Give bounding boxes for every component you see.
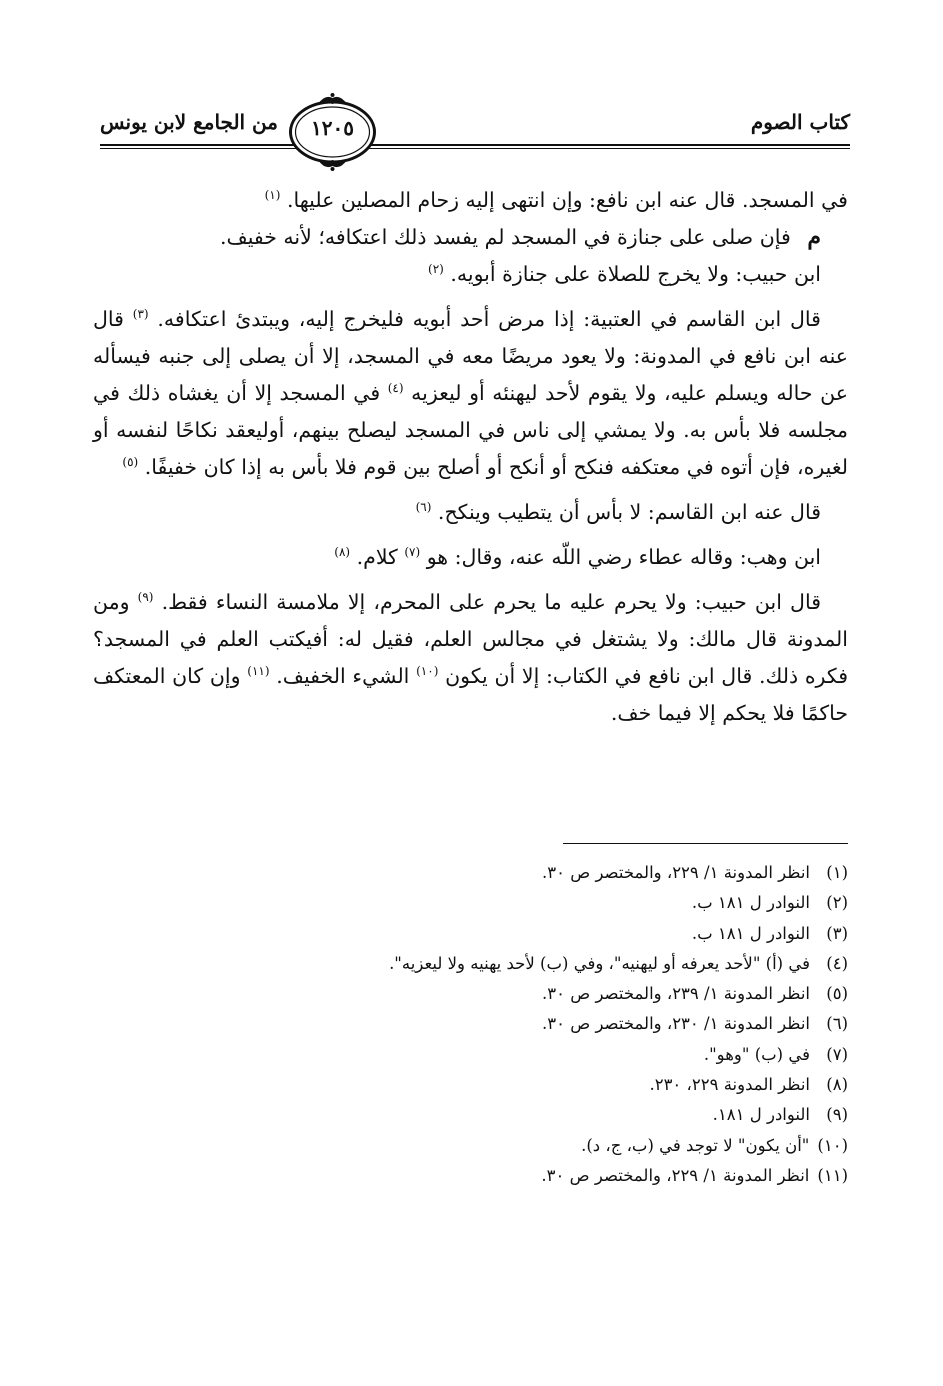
header-rule — [100, 144, 850, 146]
footnote-ref[interactable]: (٤) — [387, 381, 404, 396]
footnote-item — [148, 1040, 848, 1070]
footnote-text: في (أ) "لأحد يعرفه أو ليهنيه"، وفي (ب) لأحد يهنيه ولا ليعزيه". — [389, 953, 810, 973]
paragraph-text: وإن كان المعتكف حاكمًا فلا يحكم إلا فيما خف. — [93, 664, 848, 725]
footnote-number: (٩) — [826, 1105, 848, 1125]
footnote-text: "أن يكون" لا توجد في (ب، ج، د). — [581, 1135, 810, 1155]
main-text — [93, 182, 848, 732]
footnote-number: (١) — [826, 863, 848, 882]
paragraph-text: قال عنه ابن نافع في المدونة: ولا يعود مريضًا معه في المسجد، إلا أن يصلى إلى جنبه فيسأله عن حاله ويسلم عليه، ولا يقوم لأحد ليهنئه أو ليعزيه — [93, 307, 848, 405]
footnote-number: (٤) — [826, 953, 848, 973]
footnote-ref[interactable]: (٢) — [428, 262, 444, 277]
footnote-number: (٨) — [826, 1075, 848, 1095]
paragraph-text: في المسجد. قال عنه ابن نافع: وإن انتهى إليه زحام المصلين عليها. — [286, 188, 848, 212]
footnote-ref[interactable]: (١١) — [247, 664, 270, 679]
footnote-separator — [563, 843, 848, 844]
footnote-ref[interactable]: (٨) — [334, 545, 351, 560]
footnote-item — [148, 919, 848, 949]
footnote-text: انظر المدونة ٢٢٩، ٢٣٠. — [649, 1075, 810, 1095]
book-title: كتاب الصوم — [750, 110, 850, 134]
footnote-item — [148, 888, 848, 918]
footnote-ref[interactable]: (٣) — [132, 307, 149, 322]
footnote-ref[interactable]: (٦) — [415, 500, 432, 515]
footnote-number: (٢) — [826, 893, 848, 913]
paragraph-text: ابن وهب: وقاله عطاء رضي اللّه عنه، وقال: هو — [426, 545, 821, 569]
footnote-text: انظر المدونة ١/ ٢٢٩، والمختصر ص ٣٠. — [541, 1165, 810, 1185]
footnote-item — [148, 1161, 848, 1191]
footnote-number: (٣) — [826, 923, 848, 943]
paragraph-text: فإن صلى على جنازة في المسجد لم يفسد ذلك اعتكافه؛ لأنه خفيف. — [219, 225, 791, 249]
footnote-item — [148, 949, 848, 979]
page-number: ١٢٠٥ — [311, 116, 354, 140]
footnote-text: انظر المدونة ١/ ٢٣٩، والمختصر ص ٣٠. — [542, 984, 810, 1004]
paragraph-text: قال عنه ابن القاسم: لا بأس أن يتطيب وينكح. — [437, 500, 821, 524]
footnote-ref[interactable]: (٥) — [122, 455, 139, 470]
paragraph-text: كلام. — [356, 545, 398, 569]
footnote-ref[interactable]: (١) — [264, 188, 281, 203]
footnote-number: (١١) — [817, 1165, 848, 1185]
footnote-text: النوادر ل ١٨١ ب. — [691, 923, 810, 943]
footnote-ref[interactable]: (٩) — [137, 590, 154, 605]
footnote-ref[interactable]: (١٠) — [416, 664, 439, 679]
running-header — [100, 92, 850, 172]
paragraph — [93, 219, 848, 256]
footnote-number: (١٠) — [817, 1135, 848, 1155]
paragraph-text: قال ابن القاسم في العتبية: إذا مرض أحد أبويه فليخرج إليه، ويبتدئ اعتكافه. — [157, 307, 821, 331]
paragraph-text: في المسجد إلا أن يغشاه ذلك في مجلسه فلا بأس به. ولا يمشي إلى ناس في المسجد ليصلح بينهم، أوليعقد نكاحًا لنفسه أو لغيره، فإن أتوه في معتكفه فنكح أو أنكح أو أصلح بين قوم فلا بأس به إذا كان خفيفًا. — [93, 381, 848, 479]
footnote-item — [148, 858, 848, 888]
header-rule-thin — [100, 148, 850, 149]
footnote-text: في (ب) "وهو". — [703, 1044, 810, 1064]
paragraph — [93, 584, 848, 732]
footnote-item — [148, 1100, 848, 1130]
source-title: من الجامع لابن يونس — [100, 110, 278, 134]
paragraph-text: قال ابن حبيب: ولا يحرم عليه ما يحرم على المحرم، إلا ملامسة النساء فقط. — [161, 590, 821, 614]
footnote-text: انظر المدونة ١/ ٢٣٠، والمختصر ص ٣٠. — [542, 1014, 810, 1034]
footnote-number: (٦) — [826, 1014, 848, 1034]
paragraph-text: الشيء الخفيف. — [276, 664, 410, 688]
section-marker: م — [807, 224, 821, 250]
footnotes-list — [148, 858, 848, 1191]
paragraph — [93, 494, 848, 531]
footnote-ref[interactable]: (٧) — [404, 545, 421, 560]
paragraph — [93, 301, 848, 486]
paragraph-text: ابن حبيب: ولا يخرج للصلاة على جنازة أبويه. — [450, 262, 821, 286]
footnote-text: النوادر ل ١٨١. — [712, 1105, 810, 1125]
footnote-number: (٥) — [826, 984, 848, 1004]
footnote-item — [148, 1131, 848, 1161]
paragraph-text: ومن المدونة قال مالك: ولا يشتغل في مجالس العلم، فقيل له: أفيكتب العلم في المسجد؟ فكره ذلك. قال ابن نافع في الكتاب: إلا أن يكون — [93, 590, 848, 688]
footnote-item — [148, 1009, 848, 1039]
footnote-number: (٧) — [826, 1044, 848, 1064]
footnote-text: انظر المدونة ١/ ٢٢٩، والمختصر ص ٣٠. — [542, 863, 810, 882]
paragraph — [93, 256, 848, 293]
footnote-item — [148, 979, 848, 1009]
footnote-text: النوادر ل ١٨١ ب. — [691, 893, 810, 913]
paragraph — [93, 539, 848, 576]
page-number-medallion — [285, 92, 380, 172]
footnote-item — [148, 1070, 848, 1100]
paragraph — [93, 182, 848, 219]
